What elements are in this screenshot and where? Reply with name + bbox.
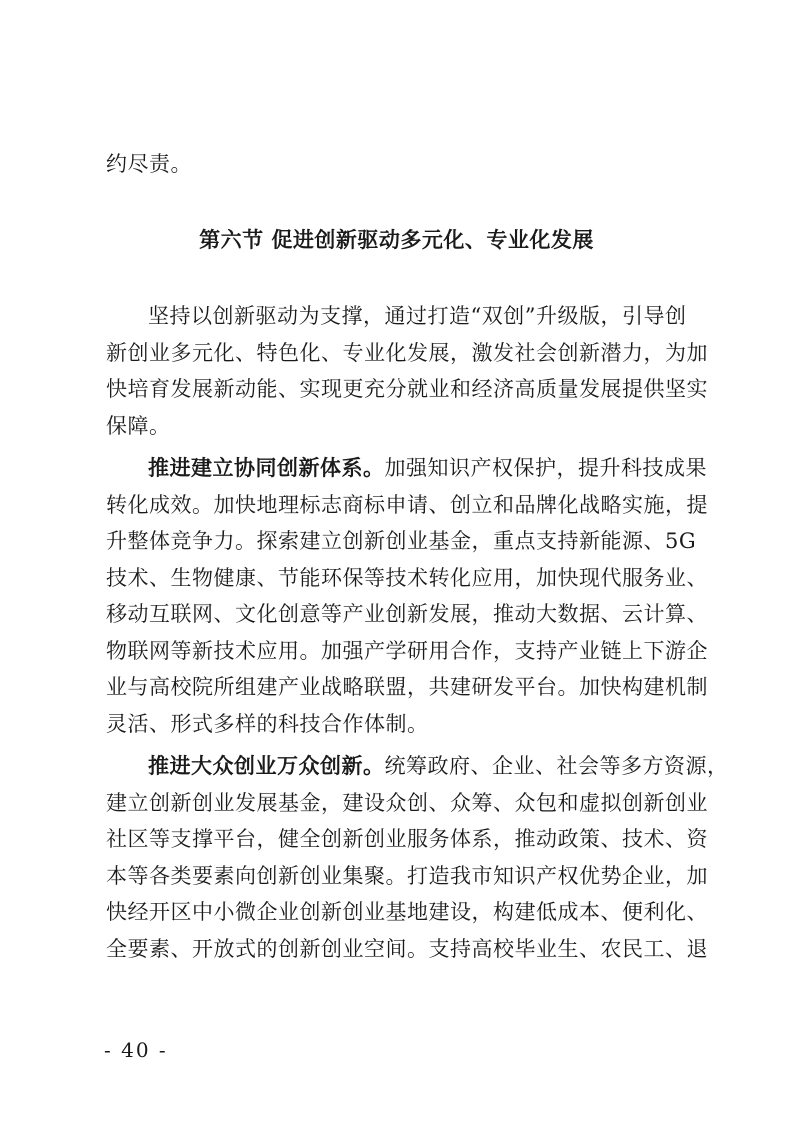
paragraph-line-rest: 加强知识产权保护，提升科技成果 (384, 456, 707, 480)
paragraph-lead: 推进建立协同创新体系。 (148, 455, 385, 480)
paragraph-line: 社区等支撑平台，健全创新创业服务体系，推动政策、技术、资 (106, 827, 708, 851)
continuation-text (106, 146, 688, 183)
paragraph-line: 升整体竞争力。探索建立创新创业基金，重点支持新能源、5G (106, 529, 697, 553)
paragraph-line: 保障。 (106, 413, 171, 438)
paragraph-line: 转化成效。加快地理标志商标申请、创立和品牌化战略实施，提 (106, 492, 708, 517)
paragraph-first-line (106, 748, 729, 785)
paragraph-line-rest: 统筹政府、企业、社会等多方资源， (384, 754, 729, 778)
paragraph-line: 新创业多元化、特色化、专业化发展，激发社会创新潜力，为加 (106, 340, 708, 365)
section-heading: 第六节 促进创新驱动多元化、专业化发展 (199, 227, 594, 252)
paragraph-collaborative-innovation (106, 450, 708, 742)
paragraph-lead: 推进大众创业万众创新。 (148, 753, 385, 778)
paragraph-line: 快经开区中小微企业创新创业基地建设，构建低成本、便利化、 (106, 900, 708, 924)
paragraph-line: 本等各类要素向创新创业集聚。打造我市知识产权优势企业，加 (106, 863, 708, 888)
paragraph-line: 全要素、开放式的创新创业空间。支持高校毕业生、农民工、退 (106, 936, 708, 961)
paragraph-line: 技术、生物健康、节能环保等技术转化应用，加快现代服务业、 (106, 565, 708, 590)
paragraph-first-line (106, 450, 707, 487)
paragraph-line: 快培育发展新动能、实现更充分就业和经济高质量发展提供坚实 (106, 377, 708, 401)
paragraph-line: 业与高校院所组建产业战略联盟，共建研发平台。加快构建机制 (106, 675, 708, 699)
paragraph-line: 物联网等新技术应用。加强产学研用合作，支持产业链上下游企 (106, 638, 708, 663)
paragraph-mass-entrepreneurship (106, 748, 729, 967)
continuation-line: 约尽责。 (106, 152, 192, 176)
paragraph-line: 建立创新创业发展基金，建设众创、众筹、众包和虚拟创新创业 (106, 790, 708, 815)
page-number: - 40 - (104, 1038, 168, 1062)
paragraph-line: 坚持以创新驱动为支撑，通过打造“双创”升级版，引导创 (148, 304, 687, 328)
paragraph-intro (106, 298, 708, 444)
paragraph-line: 灵活、形式多样的科技合作体制。 (106, 711, 429, 736)
paragraph-line: 移动互联网、文化创意等产业创新发展，推动大数据、云计算、 (106, 602, 708, 626)
